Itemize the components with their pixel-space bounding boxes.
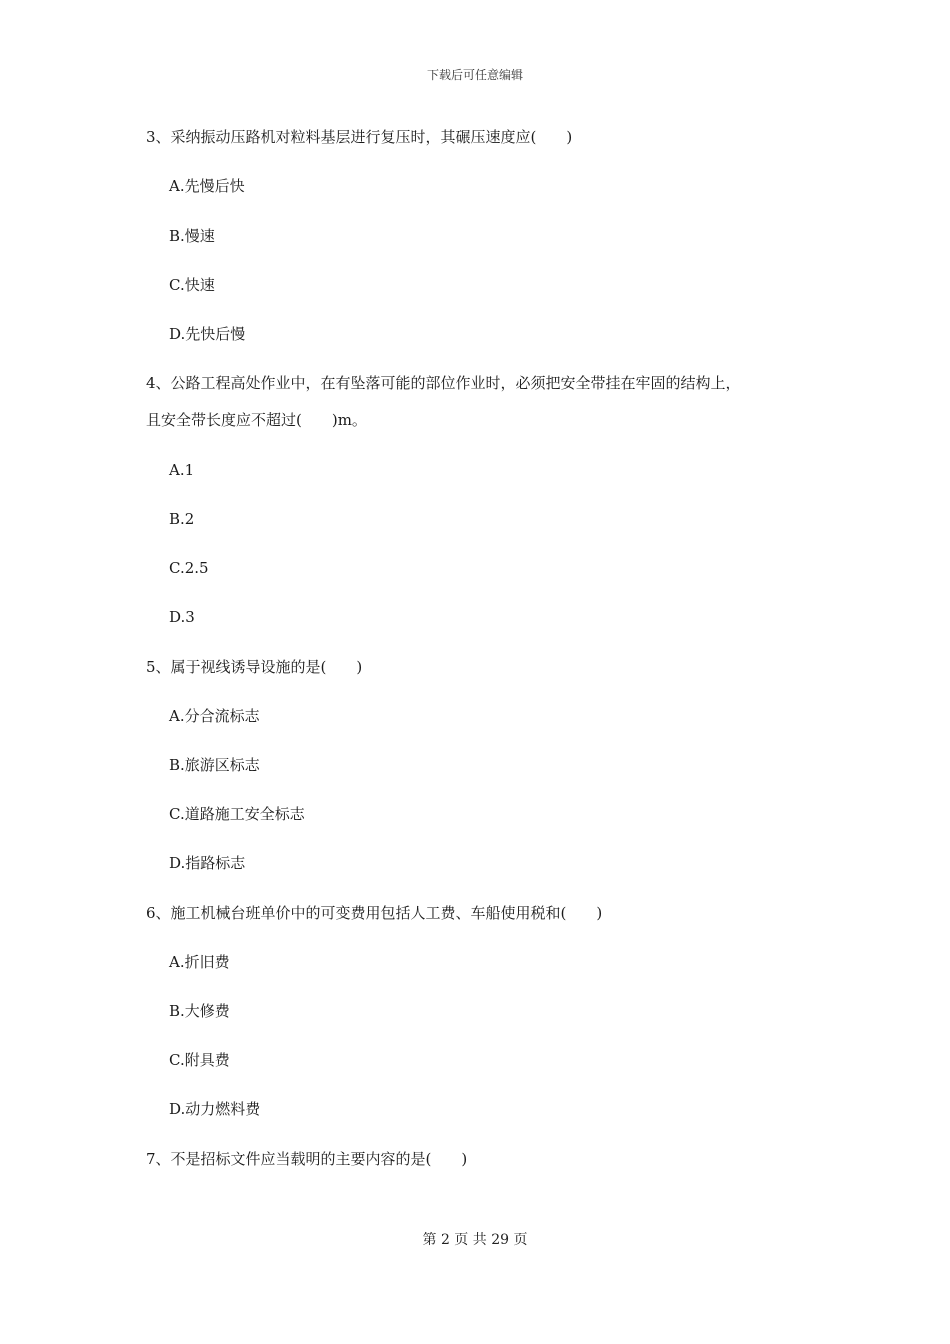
question-6-option-a: A.折旧费 (169, 953, 230, 971)
question-3-option-c: C.快速 (169, 276, 215, 294)
question-3-stem: 3、采纳振动压路机对粒料基层进行复压时，其碾压速度应( ) (146, 128, 573, 146)
question-4-option-b: B.2 (169, 510, 195, 528)
question-4-stem-line-2: 且安全带长度应不超过( )m。 (146, 411, 367, 429)
question-3-option-d: D.先快后慢 (169, 325, 246, 343)
question-4-stem-line-1: 4、公路工程高处作业中，在有坠落可能的部位作业时，必须把安全带挂在牢固的结构上， (146, 374, 741, 392)
question-6-stem: 6、施工机械台班单价中的可变费用包括人工费、车船使用税和( ) (146, 904, 603, 922)
question-6-option-b: B.大修费 (169, 1002, 230, 1020)
page-header: 下载后可任意编辑 (426, 68, 523, 82)
question-5-stem: 5、属于视线诱导设施的是( ) (146, 658, 363, 676)
page-footer: 第 2 页 共 29 页 (422, 1232, 528, 1248)
question-4-option-d: D.3 (169, 608, 195, 626)
question-7-stem: 7、不是招标文件应当载明的主要内容的是( ) (146, 1150, 468, 1168)
question-5-option-a: A.分合流标志 (169, 707, 260, 725)
question-5-option-b: B.旅游区标志 (169, 756, 260, 774)
question-4-option-c: C.2.5 (169, 559, 209, 577)
question-4-option-a: A.1 (169, 461, 195, 479)
question-6-option-d: D.动力燃料费 (169, 1100, 261, 1118)
question-5-option-c: C.道路施工安全标志 (169, 805, 305, 823)
question-3-option-b: B.慢速 (169, 227, 215, 245)
question-5-option-d: D.指路标志 (169, 854, 246, 872)
question-6-option-c: C.附具费 (169, 1051, 230, 1069)
question-3-option-a: A.先慢后快 (169, 177, 245, 195)
